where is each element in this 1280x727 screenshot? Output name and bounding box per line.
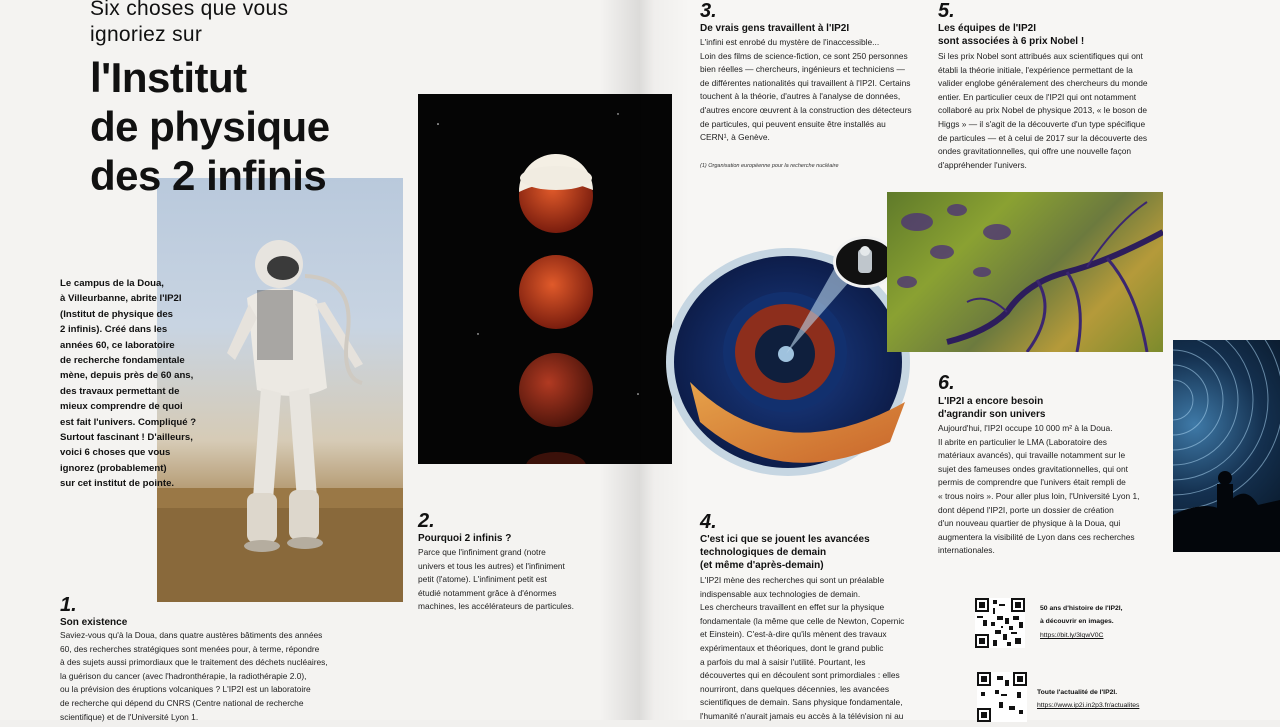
- section-5-title-line-2: sont associées à 6 prix Nobel !: [938, 36, 1085, 47]
- star-trails-photo: [1173, 340, 1280, 552]
- section-1-number: 1.: [60, 594, 77, 616]
- qr-code-history[interactable]: [975, 598, 1025, 648]
- qr-history-caption-line-1: 50 ans d'histoire de l'IP2I,: [1040, 605, 1123, 612]
- section-5-title-line-1: Les équipes de l'IP2I: [938, 23, 1036, 34]
- section-4-title-line-1: C'est ici que se jouent les avancées: [700, 534, 870, 545]
- qr-history-caption-line-2: à découvrir en images.: [1040, 618, 1114, 625]
- section-1-body: Saviez-vous qu'à la Doua, dans quatre austères bâtiments des années 60, des recherches stratégiques sont menées pour, à terme, répondre à des sujets aussi primordiaux que le traitement des déchets nucléaires, la guérison du cancer (avec l'hadronthérapie, la radiothérapie 2.0), ou la prévision des éruptions volcaniques ? L'IP2I est un laboratoire de recherche qui dépend du CNRS (Centre national de recherche scientifique) et de l'Université Lyon 1.: [60, 630, 328, 722]
- section-1-title: Son existence: [60, 617, 128, 628]
- section-6-title-line-2: d'agrandir son univers: [938, 409, 1046, 420]
- section-3-title: De vrais gens travaillent à l'IP2I: [700, 23, 850, 34]
- section-6-number: 6.: [938, 372, 955, 394]
- section-2-number: 2.: [418, 510, 435, 532]
- section-4-title-line-2: technologiques de demain: [700, 547, 827, 558]
- section-5-number: 5.: [938, 0, 955, 22]
- section-4-title-line-3: (et même d'après-demain): [700, 560, 824, 571]
- qr-code-news[interactable]: [977, 672, 1027, 722]
- title-line-3: des 2 infinis: [90, 152, 327, 199]
- section-6-body: Aujourd'hui, l'IP2I occupe 10 000 m² à la Doua. Il abrite en particulier le LMA (Laboratoire des matériaux avancés), qui travaille notamment sur le sujet des fameuses ondes gravitationnelles, qui ont permis de comprendre que l'univers était rempli de « trous noirs ». Pour aller plus loin, l'Université Lyon 1, dont dépend l'IP2I, porte un dossier de création d'un nouveau quartier de physique à la Doua, qui augmentera la visibilité de Lyon dans ces recherches internationales.: [938, 423, 1140, 556]
- section-4-body: L'IP2I mène des recherches qui sont un préalable indispensable aux technologies de demain. Les chercheurs travaillent en effet sur la physique fondamentale (la même que celle de Newton, Copernic et Einstein). C'est-à-dire qu'ils mènent des travaux expérimentaux et théoriques, dont le grand public a parfois du mal à saisir l'utilité. Pourtant, les découvertes qui en découlent sont primordiales : elles nourriront, dans quelques décennies, les avancées scientifiques de demain. Sans physique fondamentale, l'humanité n'aurait jamais eu accès à la télévision ni au: [700, 575, 905, 721]
- section-3-number: 3.: [700, 0, 717, 22]
- section-6-title-line-1: L'IP2I a encore besoin: [938, 396, 1044, 407]
- intro-paragraph: Le campus de la Doua, à Villeurbanne, abrite l'IP2I (Institut de physique des 2 infinis). Créé dans les années 60, ce laboratoire de recherche fondamentale mène, depuis près de 60 ans, des travaux permettant de mieux comprendre de quoi est fait l'univers. Compliqué ? Surtout fascinant ! D'ailleurs, voici 6 choses que vous ignorez (probablement) sur cet institut de pointe.: [60, 278, 197, 490]
- section-4-number: 4.: [700, 511, 717, 533]
- section-5-body: Si les prix Nobel sont attribués aux scientifiques qui ont établi la théorie initiale, l'expérience permettant de la valider englobe généralement des chercheurs du monde entier. En particulier ceux de l'IP2I qui ont notamment collaboré au prix Nobel de physique 2013, « le boson de Higgs » — il s'agit de la découverte d'un type spécifique de particules — et à celui de 2017 sur la découverte des ondes gravitationnelles, qui offre une nouvelle façon d'appréhender l'univers.: [938, 51, 1148, 170]
- title-line-2: de physique: [90, 103, 330, 150]
- subtitle-line-2: ignoriez sur: [90, 23, 203, 46]
- section-2-title: Pourquoi 2 infinis ?: [418, 533, 512, 544]
- qr-news-caption: Toute l'actualité de l'IP2I.: [1037, 689, 1118, 696]
- section-3-footnote: (1) Organisation européenne pour la recherche nucléaire: [700, 163, 839, 169]
- title-line-1: l'Institut: [90, 54, 247, 101]
- section-3-body: L'infini est enrobé du mystère de l'inaccessible... Loin des films de science-fiction, ce sont 250 personnes bien réelles — chercheurs, ingénieurs et techniciens — de différentes nationalités qui travaillent à l'IP2I. Certains touchent à la théorie, d'autres à l'analyse de données, d'autres encore œuvrent à la construction des détecteurs de particules, qui peuvent ensuite être installés au CERN¹, à Genève.: [700, 37, 912, 143]
- qr-history-link[interactable]: https://bit.ly/3lqwV0C: [1040, 632, 1104, 639]
- qr-news-link[interactable]: https://www.ip2i.in2p3.fr/actualites: [1037, 702, 1140, 709]
- section-2-body: Parce que l'infiniment grand (notre univers et tous les autres) et l'infiniment petit (l'atome). L'infiniment petit est étudié notamment grâce à d'énormes machines, les accélérateurs de particules.: [418, 547, 574, 612]
- river-delta-satellite-image: [887, 192, 1163, 352]
- subtitle-line-1: Six choses que vous: [90, 0, 289, 20]
